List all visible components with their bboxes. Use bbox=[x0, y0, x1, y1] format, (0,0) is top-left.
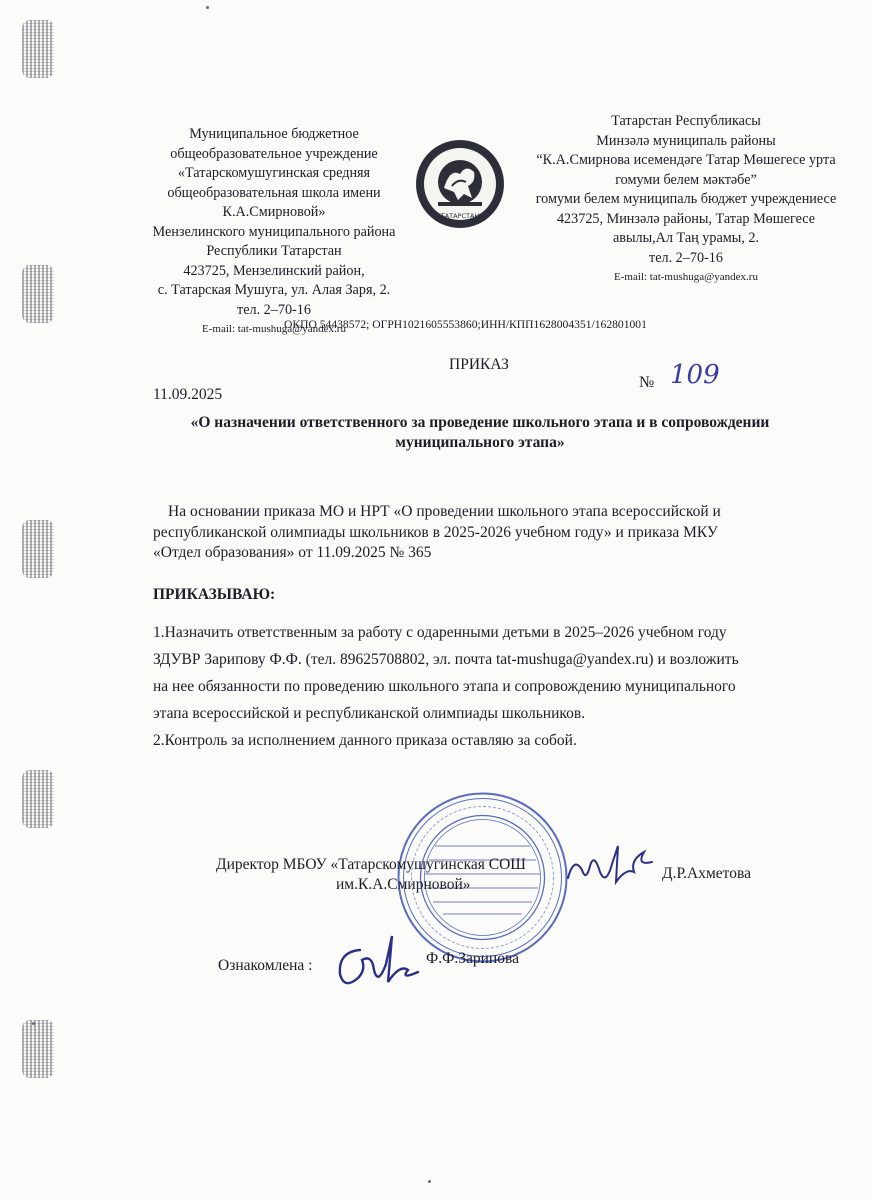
order-basis bbox=[153, 502, 813, 564]
header-right-line: авылы,Ал Таң урамы, 2. bbox=[612, 230, 760, 246]
scan-artifact bbox=[22, 265, 54, 323]
header-left-email: E-mail: tat-mushuga@yandex.ru bbox=[202, 323, 346, 335]
header-right-line: 423725, Минзәлә районы, Татар Мөшегесе bbox=[556, 210, 816, 227]
header-left-line: с. Татарская Мушуга, ул. Алая Заря, 2. bbox=[157, 282, 391, 298]
header-left-line: общеобразовательная школа имени bbox=[167, 184, 381, 201]
acknowledgement-signature-icon bbox=[330, 930, 425, 1000]
header-left-line: Мензелинского муниципального района bbox=[152, 223, 396, 240]
header-left-line: Республики Татарстан bbox=[206, 243, 342, 259]
basis-line: республиканской олимпиады школьников в 2025-2026 учебном году» и приказа МКУ bbox=[153, 523, 718, 541]
svg-text:ТАТАРСТАН: ТАТАРСТАН bbox=[440, 212, 480, 220]
document-title: ПРИКАЗ bbox=[449, 356, 509, 373]
scan-speck bbox=[428, 1180, 431, 1183]
header-right-email: E-mail: tat-mushuga@yandex.ru bbox=[614, 271, 758, 283]
header-right-line: тел. 2–70-16 bbox=[649, 249, 723, 266]
order-item-line: ЗДУВР Зарипову Ф.Ф. (тел. 89625708802, эл. почта tat-mushuga@yandex.ru) и возложить bbox=[153, 651, 739, 668]
header-left-line: Муниципальное бюджетное bbox=[189, 126, 359, 142]
header-right-line: гомуми белем муниципаль бюджет учреждениесе bbox=[535, 191, 837, 207]
scan-artifact bbox=[22, 20, 54, 78]
header-right-line: Минзәлә муниципаль районы bbox=[596, 132, 776, 149]
basis-line: На основании приказа МО и НРТ «О проведении школьного этапа всероссийской и bbox=[168, 503, 721, 520]
basis-line: «Отдел образования» от 11.09.2025 № 365 bbox=[153, 544, 432, 561]
scan-speck bbox=[32, 1022, 35, 1025]
acknowledged-name: Ф.Ф.Зарипова bbox=[426, 950, 519, 967]
scan-artifact bbox=[22, 520, 54, 578]
order-number-handwritten: 109 bbox=[670, 360, 720, 390]
signer-position bbox=[216, 855, 526, 895]
registration-codes: ОКПО 54438572; ОГРН1021605553860;ИНН/КПП1628004351/162801001 bbox=[284, 318, 647, 331]
order-item-line: на нее обязанности по проведению школьного этапа и сопровождению муниципального bbox=[153, 678, 736, 695]
order-item-line: 2.Контроль за исполнением данного приказа оставляю за собой. bbox=[153, 732, 577, 749]
header-right-line: гомуми белем мәктәбе” bbox=[615, 171, 757, 188]
subject-line: «О назначении ответственного за проведение школьного этапа и в сопровождении bbox=[190, 414, 770, 431]
order-directive-heading: ПРИКАЗЫВАЮ: bbox=[153, 586, 276, 603]
header-left-line: тел. 2–70-16 bbox=[237, 301, 311, 318]
header-right-block bbox=[520, 112, 852, 288]
header-left-line: 423725, Мензелинский район, bbox=[183, 262, 365, 279]
tatarstan-emblem-icon bbox=[414, 138, 506, 230]
signer-position-line: им.К.А.Смирновой» bbox=[336, 876, 471, 893]
order-items bbox=[153, 619, 833, 754]
order-item-line: этапа всероссийской и республиканской олимпиады школьников. bbox=[153, 705, 586, 722]
order-subject bbox=[150, 413, 810, 453]
signer-position-line: Директор МБОУ «Татарскомушугинская СОШ bbox=[216, 856, 526, 873]
scan-speck bbox=[206, 6, 209, 9]
subject-line: муниципального этапа» bbox=[395, 434, 565, 451]
header-left-line: «Татарскомушугинская средняя bbox=[177, 165, 371, 181]
order-date: 11.09.2025 bbox=[153, 386, 223, 403]
scan-artifact bbox=[22, 1020, 54, 1078]
acknowledged-label: Ознакомлена : bbox=[218, 957, 313, 974]
header-left-line: общеобразовательное учреждение bbox=[170, 145, 378, 162]
header-right-line: Татарстан Республикасы bbox=[611, 113, 761, 129]
header-right-line: “К.А.Смирнова исемендәге Татар Мөшегесе урта bbox=[536, 152, 836, 168]
signer-name: Д.Р.Ахметова bbox=[662, 865, 751, 882]
order-number-label: № bbox=[639, 374, 655, 391]
header-left-line: К.А.Смирновой» bbox=[222, 204, 326, 220]
header-left-block bbox=[118, 125, 430, 340]
scan-artifact bbox=[22, 770, 54, 828]
director-signature-icon bbox=[560, 838, 660, 898]
order-item-line: 1.Назначить ответственным за работу с одаренными детьми в 2025–2026 учебном году bbox=[153, 624, 727, 641]
